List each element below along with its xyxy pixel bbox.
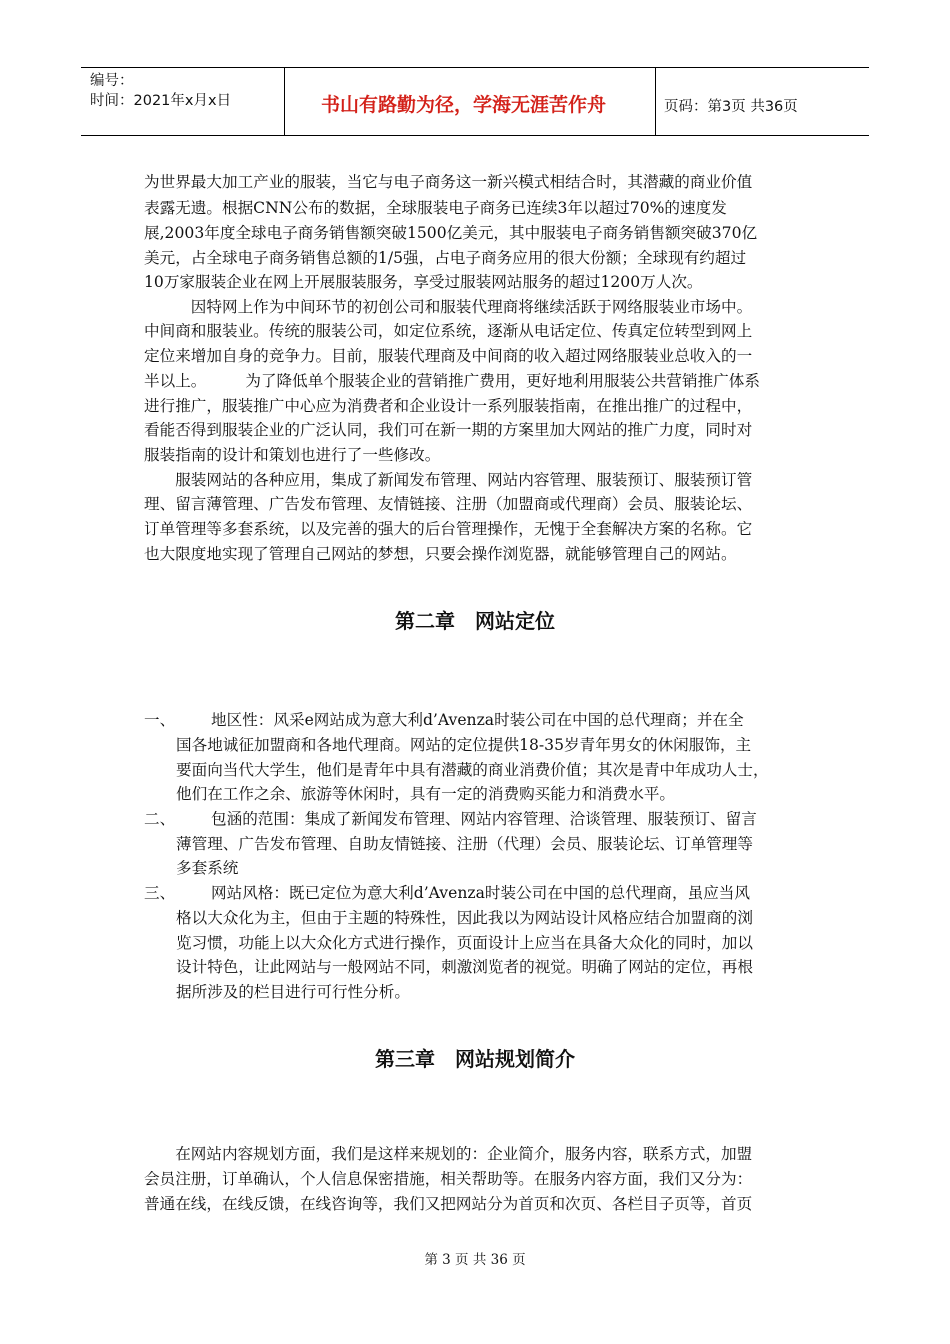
body-line: 展,2003年度全球电子商务销售额突破1500亿美元，其中服装电子商务销售额突破370亿 — [144, 224, 758, 242]
list-item-line: 包涵的范围：集成了新闻发布管理、网站内容管理、洽谈管理、服装预订、留言 — [211, 810, 757, 828]
body-line: 中间商和服装业。传统的服装公司，如定位系统，逐渐从电话定位、传真定位转型到网上 — [144, 322, 753, 340]
chapter-2-title: 第二章 网站定位 — [395, 609, 555, 633]
body-line: 普通在线，在线反馈，在线咨询等，我们又把网站分为首页和次页、各栏目子页等，首页 — [144, 1195, 753, 1213]
header-meta — [90, 71, 231, 111]
chapter-3-title: 第三章 网站规划简介 — [375, 1047, 575, 1071]
body-line: 会员注册，订单确认，个人信息保密措施，相关帮助等。在服务内容方面，我们又分为： — [144, 1170, 753, 1188]
list-item-line: 览习惯，功能上以大众化方式进行操作，页面设计上应当在具备大众化的同时，加以 — [176, 934, 753, 952]
body-line: 因特网上作为中间环节的初创公司和服装代理商将继续活跃于网络服装业市场中。 — [144, 298, 753, 316]
body-line: 美元，占全球电子商务销售总额的1/5强，占电子商务应用的很大份额；全球现有约超过 — [144, 249, 747, 267]
list-item-line: 薄管理、广告发布管理、自助友情链接、注册（代理）会员、服装论坛、订单管理等 — [176, 835, 753, 853]
body-line: 为世界最大加工产业的服装，当它与电子商务这一新兴模式相结合时，其潜藏的商业价值 — [144, 173, 753, 191]
list-item-line: 据所涉及的栏目进行可行性分析。 — [176, 983, 410, 1001]
list-item-line: 设计特色，让此网站与一般网站不同，刺激浏览者的视觉。明确了网站的定位，再根 — [176, 958, 753, 976]
body-line: 表露无遗。根据CNN公布的数据，全球服装电子商务已连续3年以超过70%的速度发 — [144, 199, 727, 217]
list-item-number: 三、 — [144, 884, 176, 902]
body-line: 订单管理等多套系统，以及完善的强大的后台管理操作，无愧于全套解决方案的名称。它 — [144, 520, 753, 538]
header-number-label: 编号： — [90, 73, 134, 89]
list-item-line: 要面向当代大学生，他们是青年中具有潜藏的商业消费价值；其次是青中年成功人士， — [176, 761, 769, 779]
header-date-label: 时间：2021年x月x日 — [90, 93, 232, 109]
page-footer: 第 3 页 共 36 页 — [424, 1252, 526, 1268]
list-item-line: 格以大众化为主，但由于主题的特殊性，因此我以为网站设计风格应结合加盟商的浏 — [176, 909, 753, 927]
body-line: 也大限度地实现了管理自己网站的梦想，只要会操作浏览器，就能够管理自己的网站。 — [144, 545, 737, 563]
list-item-line: 国各地诚征加盟商和各地代理商。网站的定位提供18-35岁青年男女的休闲服饰，主 — [176, 736, 752, 754]
header-divider — [655, 68, 656, 135]
body-line: 服装网站的各种应用，集成了新闻发布管理、网站内容管理、服装预订、服装预订管 — [144, 471, 753, 489]
list-item-line: 地区性：风采e网站成为意大利d’Avenza时装公司在中国的总代理商；并在全 — [211, 711, 744, 729]
body-line: 定位来增加自身的竞争力。目前，服装代理商及中间商的收入超过网络服装业总收入的一 — [144, 347, 753, 365]
body-line: 看能否得到服装企业的广泛认同，我们可在新一期的方案里加大网站的推广力度，同时对 — [144, 421, 753, 439]
list-item-line: 多套系统 — [176, 859, 239, 877]
body-line: 在网站内容规划方面，我们是这样来规划的：企业简介，服务内容，联系方式，加盟 — [144, 1145, 753, 1163]
body-line: 进行推广，服装推广中心应为消费者和企业设计一系列服装指南，在推出推广的过程中， — [144, 397, 753, 415]
list-item-line: 网站风格：既已定位为意大利d’Avenza时装公司在中国的总代理商，虽应当风 — [211, 884, 750, 902]
body-line: 10万家服装企业在网上开展服装服务，享受过服装网站服务的超过1200万人次。 — [144, 273, 703, 291]
list-item-number: 一、 — [144, 711, 176, 729]
page-header-table — [81, 67, 869, 136]
body-line: 半以上。 为了降低单个服装企业的营销推广费用，更好地利用服装公共营销推广体系 — [144, 372, 760, 390]
header-motto: 书山有路勤为径，学海无涯苦作舟 — [320, 94, 606, 116]
list-item-line: 他们在工作之余、旅游等休闲时，具有一定的消费购买能力和消费水平。 — [176, 785, 676, 803]
body-line: 服装指南的设计和策划也进行了一些修改。 — [144, 446, 441, 464]
header-page-label: 页码：第3页 共36页 — [664, 99, 798, 115]
body-line: 理、留言薄管理、广告发布管理、友情链接、注册（加盟商或代理商）会员、服装论坛、 — [144, 495, 753, 513]
list-item-number: 二、 — [144, 810, 176, 828]
